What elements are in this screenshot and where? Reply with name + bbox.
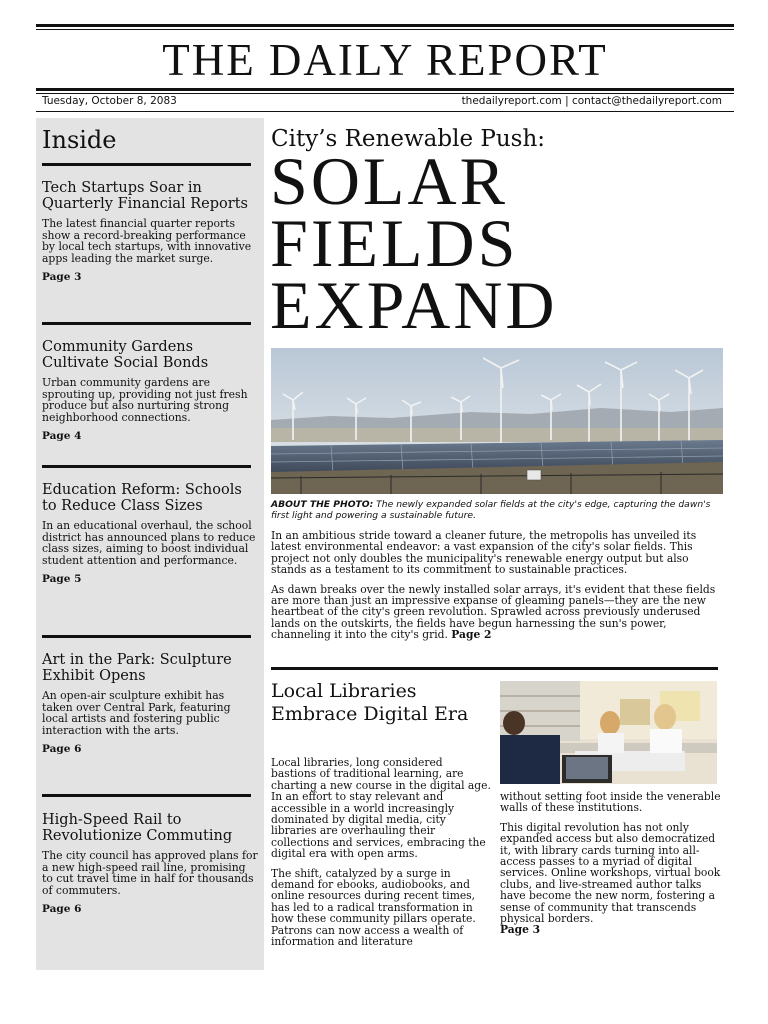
sidebar-story[interactable] [42,180,258,283]
lead-headline-line: FIELDS [270,205,519,281]
library-headline: Local Libraries Embrace Digital Era [271,680,469,725]
sidebar-story-headline: High-Speed Rail to Revolutionize Commuting [42,812,233,844]
sidebar-story-page: Page 6 [42,743,82,756]
library-paragraph: without setting foot inside the venerable walls of these institutions. [500,791,721,815]
contact-info: thedailyreport.com | contact@thedailyreport.com [461,95,722,107]
sidebar-story-page: Page 3 [42,271,82,284]
library-paragraph: This digital revolution has not only expanded access but also democratized it, with library cards turning into all-access passes to a myriad of digital services. Online workshops, virtual book clubs, and live-streamed author talks have become the new norm, fostering a sense of community that transcends physical borders. [500,820,721,926]
sidebar-divider [42,635,251,638]
sidebar-story-headline: Tech Startups Soar in Quarterly Financial Reports [42,180,248,212]
sidebar-story-headline: Community Gardens Cultivate Social Bonds [42,339,209,371]
solar-fields-photo [271,348,723,494]
library-photo [500,681,717,784]
library-paragraph: The shift, catalyzed by a surge in demand for ebooks, audiobooks, and online resources during recent times, has led to a radical transformation in how these community pillars operate. Patrons can now access a wealth of information and literature [271,866,476,949]
sidebar-story-summary: The latest financial quarter reports show a record-breaking performance by local tech startups, with innovative apps leading the market surge. [42,217,252,265]
lead-headline [270,143,730,343]
lead-headline-line: SOLAR [270,143,508,219]
sidebar-story-page: Page 5 [42,573,82,586]
library-paragraph: Local libraries, long considered bastions of traditional learning, are charting a new course in the digital age. In an effort to stay relevant and accessible in a world increasingly dominated by digital media, city libraries are overhauling their collections and services, embracing the digital era with open arms. [271,757,491,861]
lead-article-body [271,530,723,662]
sidebar-title: Inside [42,126,117,154]
sidebar-story-summary: In an educational overhaul, the school district has announced plans to reduce class sizes, aiming to boost individual student attention and performance. [42,519,256,567]
sidebar-story-summary: An open-air sculpture exhibit has taken over Central Park, featuring local artists and fostering public interaction with the arts. [42,689,231,737]
photo-caption [271,500,727,521]
masthead-top-rule [36,24,734,27]
library-page-ref[interactable]: Page 3 [500,923,541,937]
section-divider [271,667,718,670]
sidebar-story-headline: Education Reform: Schools to Reduce Class Sizes [42,482,242,514]
caption-label: ABOUT THE PHOTO: [271,499,374,510]
issue-date: Tuesday, October 8, 2083 [42,95,177,107]
inside-sidebar [36,118,264,970]
masthead-bottom-rule-thin [36,93,734,94]
sidebar-story-page: Page 6 [42,903,82,916]
caption-text: The newly expanded solar fields at the city's edge, capturing the dawn's first light and powering a sustainable future. [271,499,711,521]
lead-paragraph [271,584,723,641]
sidebar-divider [42,465,251,468]
lead-paragraph: In an ambitious stride toward a cleaner future, the metropolis has unveiled its latest environmental endeavor: a vast expansion of the city's solar fields. This project not only doubles the municipality's renewable energy output but also stands as a testament to its commitment to sustainable practices. [271,530,697,577]
sidebar-story-page: Page 4 [42,430,82,443]
sidebar-divider [42,322,251,325]
masthead-bottom-rule [36,88,734,91]
sidebar-story[interactable] [42,812,258,915]
library-column-2 [500,791,725,961]
lead-page-ref[interactable]: Page 2 [451,628,492,642]
sidebar-story[interactable] [42,482,258,585]
lead-paragraph-text: As dawn breaks over the newly installed solar arrays, it's evident that these fields are more than just an impressive expanse of gleaming panels—they are the new heartbeat of the city's green revolution. Sprawled across previously underused lands on the outskirts, the fields have begun harnessing the sun's power, channeling it into the city's grid. [271,582,716,642]
library-column-1 [271,757,491,967]
sidebar-story-summary: Urban community gardens are sprouting up, providing not just fresh produce but also nurturing strong neighborhood connections. [42,376,248,424]
sidebar-divider [42,163,251,166]
sidebar-story[interactable] [42,339,258,442]
lead-headline-line: EXPAND [270,267,558,343]
dateline [42,95,722,107]
sidebar-story-headline: Art in the Park: Sculpture Exhibit Opens [42,652,232,684]
sidebar-story[interactable] [42,652,258,755]
dateline-rule [36,111,734,112]
masthead-top-rule-thin [36,29,734,30]
sidebar-story-summary: The city council has approved plans for a new high-speed rail line, promising to cut travel time in half for thousands of commuters. [42,849,258,897]
newspaper-title: THE DAILY REPORT [162,35,608,85]
lead-kicker: City’s Renewable Push: [271,126,546,152]
sidebar-divider [42,794,251,797]
